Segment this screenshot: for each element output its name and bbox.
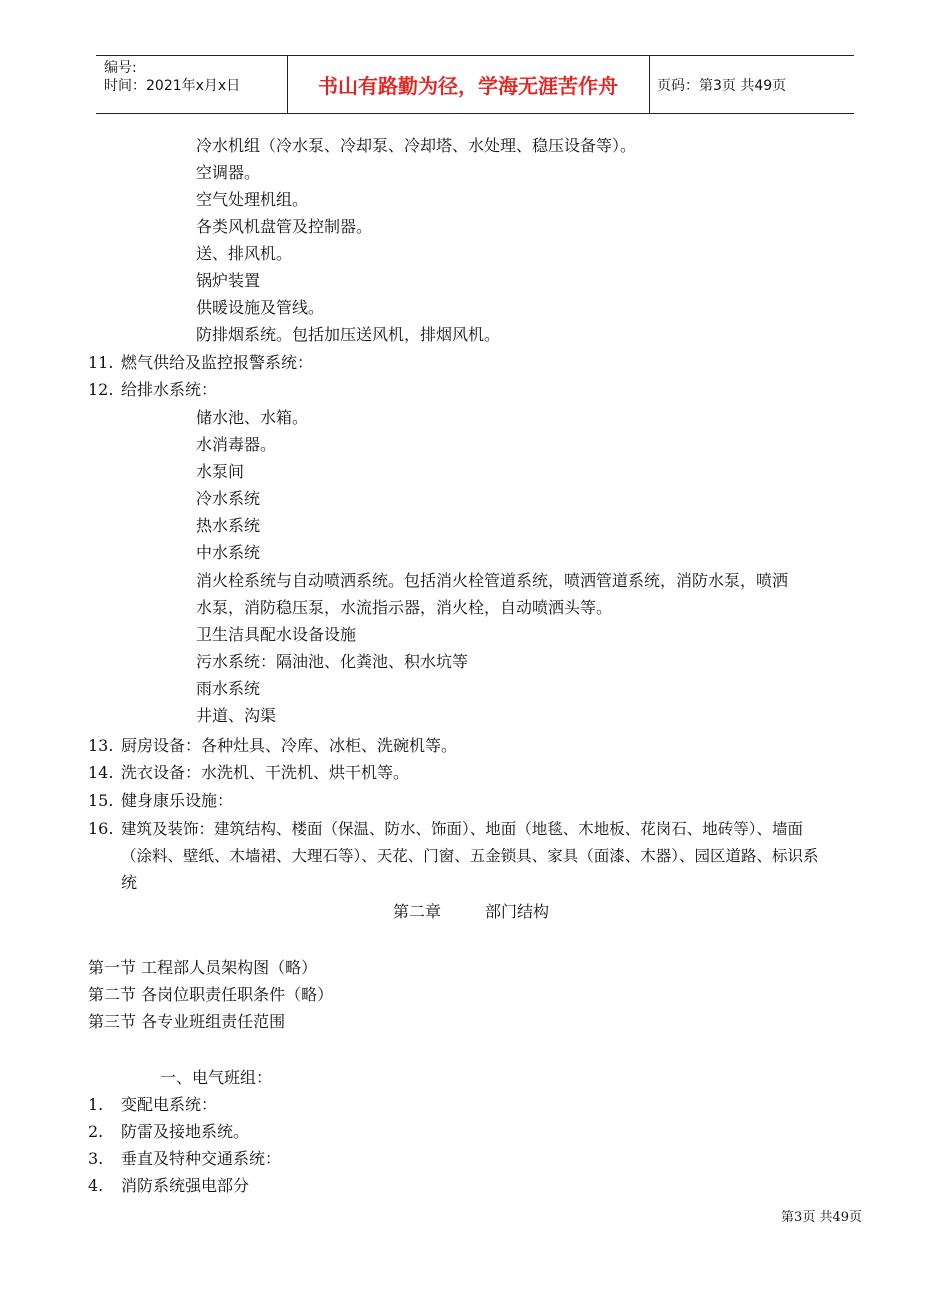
item-number: 11. [88,353,114,372]
item-number: 4. [88,1176,104,1195]
item-number: 16. [88,819,114,838]
chapter-title: 部门结构 [485,902,550,921]
list-item: 防雷及接地系统。 [121,1122,250,1141]
item-number: 1. [88,1095,104,1114]
item-number: 15. [88,791,114,810]
list-item: 防排烟系统。包括加压送风机，排烟风机。 [196,325,501,344]
list-item: 污水系统：隔油池、化粪池、积水坑等 [196,652,469,671]
list-item: 洗衣设备：水洗机、干洗机、烘干机等。 [121,763,410,782]
list-item: 建筑及装饰：建筑结构、楼面（保温、防水、饰面）、地面（地毯、木地板、花岗石、地砖等）、墙面 [121,820,804,838]
item-number: 13. [88,736,114,755]
item-number: 14. [88,763,114,782]
list-item: （涂料、壁纸、木墙裙、大理石等）、天花、门窗、五金锁具、家具（面漆、木器）、园区道路、标识系 [121,847,819,865]
list-item: 空气处理机组。 [196,190,309,209]
list-item: 燃气供给及监控报警系统： [121,353,314,372]
list-item: 冷水系统 [196,489,261,508]
item-number: 2. [88,1122,104,1141]
list-item: 供暖设施及管线。 [196,298,325,317]
list-item: 消火栓系统与自动喷洒系统。包括消火栓管道系统，喷洒管道系统，消防水泵，喷洒 [196,571,789,590]
header-code-label: 编号: [104,60,137,76]
list-item: 中水系统 [196,543,261,562]
header-page-label: 页码：第3页 共49页 [657,78,787,94]
section-heading: 第二节 各岗位职责任职条件（略） [88,985,334,1004]
list-item: 水消毒器。 [196,435,277,454]
header-time-label: 时间：2021年x月x日 [104,78,241,94]
list-item: 送、排风机。 [196,244,293,263]
list-item: 各类风机盘管及控制器。 [196,217,373,236]
section-heading: 第一节 工程部人员架构图（略） [88,958,318,977]
list-item: 统 [121,873,138,892]
list-item: 热水系统 [196,516,261,535]
list-item: 垂直及特种交通系统： [121,1149,282,1168]
item-number: 3. [88,1149,104,1168]
list-item: 水泵，消防稳压泵，水流指示器，消火栓，自动喷洒头等。 [196,598,613,617]
list-item: 变配电系统： [121,1095,218,1114]
list-item: 健身康乐设施： [121,791,234,810]
list-item: 水泵间 [196,462,245,481]
list-item: 井道、沟渠 [196,706,277,725]
header-divider-right [649,56,650,113]
header-bottom-rule [96,113,854,114]
list-item: 储水池、水箱。 [196,408,309,427]
list-item: 锅炉装置 [196,271,261,290]
section-heading: 第三节 各专业班组责任范围 [88,1012,286,1031]
item-number: 12. [88,380,114,399]
header-motto: 书山有路勤为径，学海无涯苦作舟 [318,74,618,98]
list-item: 给排水系统： [121,380,218,399]
list-item: 卫生洁具配水设备设施 [196,625,357,644]
list-item: 冷水机组（冷水泵、冷却泵、冷却塔、水处理、稳压设备等）。 [196,136,637,155]
group-title: 一、电气班组： [160,1068,273,1087]
footer-page-number: 第3页 共49页 [781,1210,862,1225]
header-top-rule [96,55,854,56]
list-item: 空调器。 [196,163,261,182]
list-item: 厨房设备：各种灶具、冷库、冰柜、洗碗机等。 [121,736,458,755]
list-item: 雨水系统 [196,679,261,698]
list-item: 消防系统强电部分 [121,1176,250,1195]
chapter-number: 第二章 [393,902,442,921]
